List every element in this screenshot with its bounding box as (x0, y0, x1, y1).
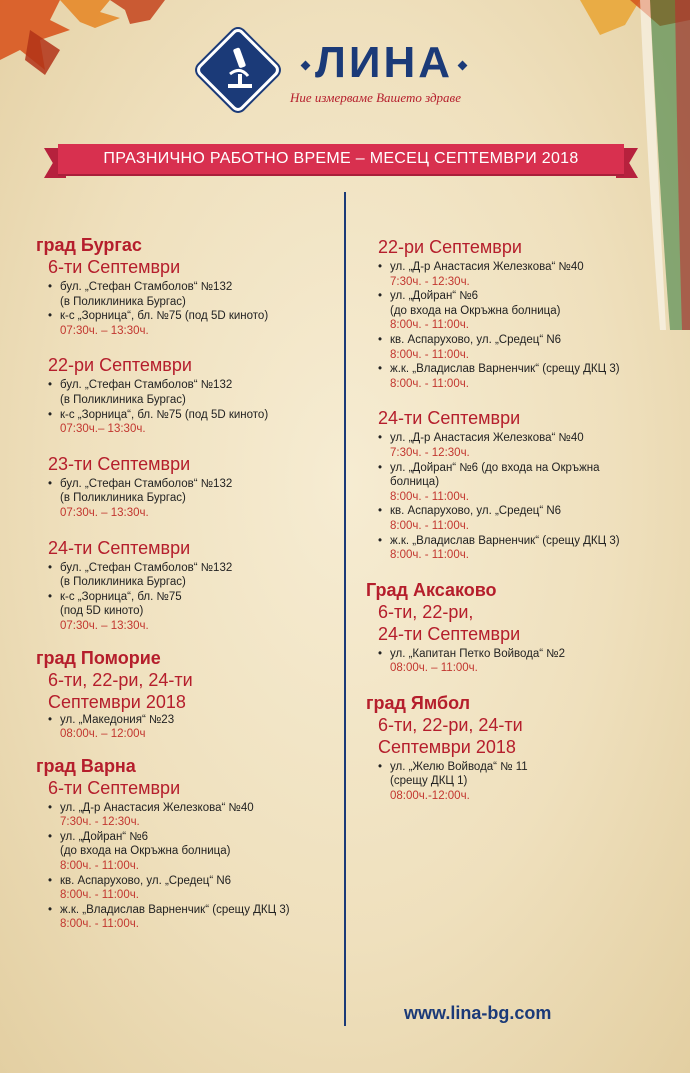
list-item: • кв. Аспарухово, ул. „Средец“ N6 8:00ч. - 11:00ч. (48, 874, 336, 903)
list-item: • ул. „Желю Войвода“ № 11 (срещу ДКЦ 1) 08:00ч.-12:00ч. (378, 760, 656, 804)
location-list (378, 431, 656, 562)
hours-text: 8:00ч. - 11:00ч. (390, 377, 469, 390)
brand-name: ЛИНА (296, 38, 472, 88)
column-divider (344, 192, 346, 1026)
location-list (48, 801, 336, 932)
hours-text: 8:00ч. - 11:00ч. (60, 918, 139, 931)
right-column (366, 236, 656, 804)
date-heading: 6-ти, 22-ри, 24-ти Септември (378, 601, 521, 644)
hours-text: 07:30ч. – 13:30ч. (60, 324, 149, 337)
hours-text: 8:00ч. - 11:00ч. (60, 889, 139, 902)
date-heading: 23-ти Септември (48, 453, 191, 474)
hours-text: 8:00ч. - 11:00ч. (390, 490, 469, 503)
hours-text: 08:00ч.-12:00ч. (390, 790, 470, 803)
location-list (48, 477, 336, 521)
left-column (36, 234, 336, 932)
list-item: • ж.к. „Владислав Варненчик“ (срещу ДКЦ 3) 8:00ч. - 11:00ч. (378, 534, 656, 563)
date-heading: 6-ти Септември (48, 777, 181, 798)
list-item: • ж.к. „Владислав Варненчик“ (срещу ДКЦ 3) 8:00ч. - 11:00ч. (378, 362, 656, 391)
hours-text: 08:00ч. – 12:00ч (60, 728, 146, 741)
date-heading: 24-ти Септември (48, 537, 191, 558)
hours-text: 8:00ч. - 11:00ч. (390, 519, 469, 532)
list-item: • ул. „Капитан Петко Войвода“ №2 08:00ч. – 11:00ч. (378, 647, 656, 676)
location-list (48, 280, 336, 338)
location-list (378, 260, 656, 391)
list-item: • ул. „Д-р Анастасия Железкова“ №40 7:30ч. - 12:30ч. (378, 431, 656, 460)
location-list (48, 561, 336, 634)
city-heading: град Бургас (36, 235, 142, 255)
company-logo (200, 34, 500, 118)
city-heading: град Поморие (36, 647, 161, 668)
date-heading: 6-ти Септември (48, 257, 181, 277)
title-banner: ПРАЗНИЧНО РАБОТНО ВРЕМЕ – МЕСЕЦ СЕПТЕМВРИ 2018 (58, 144, 624, 174)
date-heading: 6-ти, 22-ри, 24-ти Септември 2018 (378, 714, 523, 757)
list-item: • ж.к. „Владислав Варненчик“ (срещу ДКЦ 3) 8:00ч. - 11:00ч. (48, 903, 336, 932)
list-item: • к-с „Зорница“, бл. №75 (под 5D киното) 07:30ч. – 13:30ч. (48, 590, 336, 634)
date-heading: 22-ри Септември (48, 355, 192, 376)
hours-text: 8:00ч. - 11:00ч. (60, 860, 139, 873)
list-item: • ул. „Дойран“ №6 (до входа на Окръжна болница) 8:00ч. - 11:00ч. (378, 461, 656, 505)
hours-text: 8:00ч. - 11:00ч. (390, 348, 469, 361)
website-link[interactable]: www.lina-bg.com (404, 1003, 552, 1023)
hours-text: 7:30ч. - 12:30ч. (60, 816, 140, 829)
list-item: • кв. Аспарухово, ул. „Средец“ N6 8:00ч. - 11:00ч. (378, 333, 656, 362)
location-list (48, 713, 336, 742)
list-item: • бул. „Стефан Стамболов“ №132 (в Поликлиника Бургас) 07:30ч. – 13:30ч. (48, 477, 336, 521)
hours-text: 7:30ч. - 12:30ч. (390, 446, 470, 459)
list-item: • к-с „Зорница“, бл. №75 (под 5D киното) 07:30ч. – 13:30ч. (48, 309, 336, 338)
location-list (378, 760, 656, 804)
hours-text: 8:00ч. - 11:00ч. (390, 549, 469, 562)
list-item: • бул. „Стефан Стамболов“ №132 (в Поликлиника Бургас) (48, 378, 336, 407)
city-heading: град Варна (36, 755, 136, 776)
hours-text: 8:00ч. - 11:00ч. (390, 319, 469, 332)
microscope-icon (222, 44, 258, 94)
date-heading: 24-ти Септември (378, 408, 521, 429)
list-item: • ул. „Д-р Анастасия Железкова“ №40 7:30ч. - 12:30ч. (48, 801, 336, 830)
hours-text: 07:30ч. – 13:30ч. (60, 619, 149, 632)
list-item: • к-с „Зорница“, бл. №75 (под 5D киното) 07:30ч.– 13:30ч. (48, 408, 336, 437)
autumn-leaves-left-decoration (0, 0, 170, 80)
city-heading: Град Аксаково (366, 579, 497, 600)
date-heading: 22-ри Септември (378, 237, 522, 257)
list-item: • ул. „Дойран“ №6 (до входа на Окръжна болница) 8:00ч. - 11:00ч. (378, 289, 656, 333)
list-item: • ул. „Македония“ №23 08:00ч. – 12:00ч (48, 713, 336, 742)
hours-text: 7:30ч. - 12:30ч. (390, 275, 470, 288)
hours-text: 08:00ч. – 11:00ч. (390, 662, 478, 675)
date-heading: 6-ти, 22-ри, 24-ти Септември 2018 (48, 669, 193, 712)
hours-text: 07:30ч.– 13:30ч. (60, 423, 146, 436)
list-item: • кв. Аспарухово, ул. „Средец“ N6 8:00ч. - 11:00ч. (378, 504, 656, 533)
hours-text: 07:30ч. – 13:30ч. (60, 506, 149, 519)
list-item: • бул. „Стефан Стамболов“ №132 (в Поликлиника Бургас) (48, 280, 336, 309)
list-item: • ул. „Д-р Анастасия Железкова“ №40 7:30ч. - 12:30ч. (378, 260, 656, 289)
brand-tagline: Ние измерваме Вашето здраве (290, 90, 461, 105)
city-heading: град Ямбол (366, 692, 471, 713)
list-item: • бул. „Стефан Стамболов“ №132 (в Поликлиника Бургас) (48, 561, 336, 590)
location-list (48, 378, 336, 436)
list-item: • ул. „Дойран“ №6 (до входа на Окръжна болница) 8:00ч. - 11:00ч. (48, 830, 336, 874)
location-list (378, 647, 656, 676)
